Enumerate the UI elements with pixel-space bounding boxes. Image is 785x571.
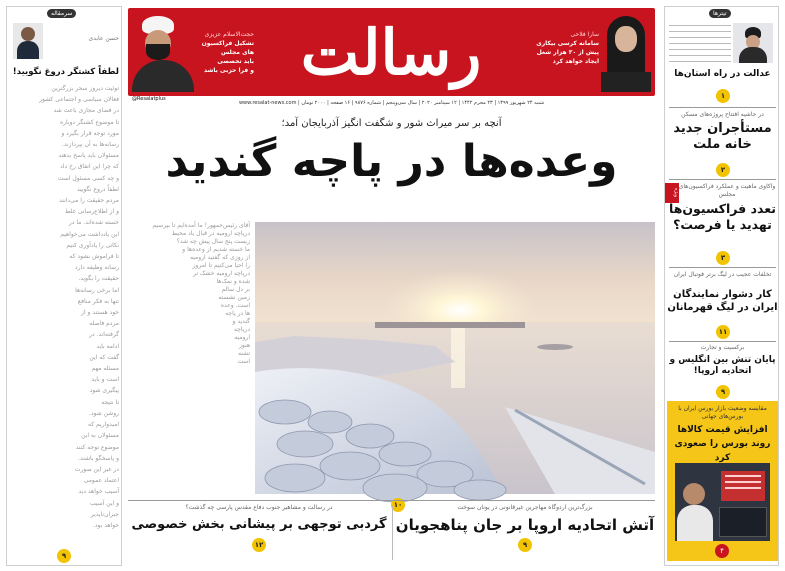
right-divider bbox=[669, 179, 776, 180]
right-portrait-box bbox=[531, 12, 651, 92]
editorial-line: اعتماد عمومی bbox=[83, 477, 119, 485]
editorial-line: حقیقت را بگوید. bbox=[78, 275, 119, 283]
editorial-line: این یادداشت می‌خواهیم bbox=[60, 230, 119, 238]
bottom-right-headline: آتش اتحادیه اروپا بر جان پناهجویان bbox=[395, 516, 655, 534]
editorial-line: مسئولان به این bbox=[81, 432, 119, 440]
headlines-label: تیترها bbox=[709, 9, 731, 18]
item1-text bbox=[669, 25, 731, 63]
item3-badge: ۳ bbox=[716, 251, 730, 265]
editorial-line: ادامه باید bbox=[96, 342, 119, 350]
main-text-line: زیست پنج سال پیش چه شد؟ bbox=[176, 238, 250, 245]
left-box-line: و فرا حزبی باشد bbox=[204, 67, 254, 74]
main-text-line: ارومیه bbox=[234, 334, 250, 341]
editorial-badge: ۹ bbox=[57, 549, 71, 563]
item5-kicker: برکسیت و تجارت bbox=[700, 344, 745, 351]
left-column bbox=[6, 6, 122, 566]
editorial-line: و این آسیب bbox=[89, 499, 119, 507]
masthead-logo: رسالت bbox=[300, 16, 482, 89]
item2-kicker: در حاشیه افتتاح پروژه‌های مسکن bbox=[681, 111, 764, 118]
editorial-line: است و باید bbox=[91, 376, 119, 384]
editorial-line: مورد توجه قرار بگیرد و bbox=[61, 129, 119, 137]
editorial-line: خود هستند و از bbox=[81, 309, 119, 317]
item1-badge: ۱ bbox=[716, 89, 730, 103]
editorial-line: پیگیری شود bbox=[89, 387, 119, 395]
main-text-line: دریاچه ارومیه در قبال یاد محیط bbox=[171, 230, 250, 237]
item2-headline: مستأجران جدید خانه ملت bbox=[673, 121, 772, 153]
bottom-left-headline: گردبی توجهی بر پیشانی بخش خصوصی bbox=[131, 517, 387, 532]
editorial-line: اما برخی رسانه‌ها bbox=[75, 286, 119, 294]
bottom-left-kicker: در رسالت و مشاهیر جنوب دفاع مقدس پارسی چه گذشت؟ bbox=[185, 504, 333, 511]
main-text-line: را احیا می‌کنیم تا امروز bbox=[192, 262, 250, 269]
right-box-line: ایجاد خواهد کرد bbox=[552, 58, 599, 65]
item2-badge: ۲ bbox=[716, 163, 730, 177]
main-kicker: آنچه بر سر میراث شور و شگفت انگیز آذربایجان آمد؛ bbox=[281, 118, 502, 129]
editorial-line: جبران‌ناپذیر bbox=[90, 510, 119, 518]
editorial-title: لطفاً کشتگر دروغ نگویید! bbox=[12, 67, 119, 77]
editorial-line: و از اطلاع‌رسانی غلط bbox=[64, 208, 119, 216]
editorial-line: تا نتیجه bbox=[101, 398, 119, 406]
right-box-line: سامانه کرسی بیکاری bbox=[536, 40, 599, 47]
editorial-line: و پاسخگو باشند. bbox=[78, 454, 119, 462]
item3-headline: تعدد فراکسیون‌ها تهدید یا فرصت؟ bbox=[669, 201, 776, 232]
editorial-line: فعالان سیاسی و اجتماعی کشور bbox=[39, 96, 119, 104]
bottom-column-rule bbox=[392, 506, 393, 560]
right-divider bbox=[669, 341, 776, 342]
main-text-line: است. وعده bbox=[220, 302, 250, 309]
left-box-text bbox=[196, 30, 254, 75]
item3-kicker: واکاوی ماهیت و عملکرد فراکسیون‌های مجلس bbox=[678, 183, 776, 198]
left-portrait-box bbox=[132, 12, 254, 102]
right-box-text bbox=[533, 30, 599, 66]
editorial-line: آسیب خواهد دید bbox=[78, 488, 119, 496]
editorial-line: خسته شده‌اند. ما در bbox=[68, 219, 119, 227]
editorial-line: نکاتی را یادآوری کنیم bbox=[66, 241, 119, 249]
item4-badge: ۱۱ bbox=[716, 325, 730, 339]
editorial-line: روشن شود. bbox=[88, 409, 119, 417]
item3-special-tag: ویژه bbox=[665, 183, 679, 203]
item5-headline: پایان تنش بین انگلیس و اتحادیه اروپا! bbox=[669, 355, 776, 377]
right-box-line: پیش از ۳۰ هزار شغل bbox=[536, 49, 599, 56]
bottom-story-right bbox=[395, 503, 655, 565]
bottom-right-badge: ۹ bbox=[518, 538, 532, 552]
right-divider bbox=[669, 107, 776, 108]
main-text-line: تشنه bbox=[237, 350, 250, 357]
left-box-line: باید تخصصی bbox=[217, 58, 254, 65]
president-photo bbox=[733, 23, 773, 63]
item4-kicker: تخلفات عجیب در لیگ برتر فوتبال ایران bbox=[673, 271, 772, 278]
editorial-line: لطفاً دروغ نگویید bbox=[76, 185, 119, 193]
editorial-line: توئیت دیروز سحر بزرگترین bbox=[51, 85, 119, 92]
editorial-line: و چه کسی مسئول است bbox=[57, 174, 119, 182]
main-text-line: دریاچه bbox=[234, 326, 250, 333]
editorial-label: سرمقاله bbox=[47, 9, 76, 18]
stock-panel bbox=[667, 401, 778, 561]
main-headline: وعده‌ها در پاچه گندید bbox=[165, 136, 618, 187]
editorial-line: در فضای مجازی باعث شد bbox=[53, 107, 119, 115]
bottom-right-kicker: بزرگ‌ترین اردوگاه مهاجرین غیرقانونی در یونان سوخت bbox=[457, 504, 593, 511]
editorial-text bbox=[11, 83, 119, 545]
editorial-line: گرفته‌اند. در bbox=[89, 331, 119, 339]
item1-headline: عدالت در راه استان‌ها bbox=[674, 69, 771, 79]
editorial-line: رسانه وظیفه دارد bbox=[74, 264, 119, 272]
main-text-line: دریاچه ارومیه خشک تر bbox=[193, 270, 250, 277]
editorial-line: گفت که این bbox=[89, 353, 119, 361]
main-story-text bbox=[128, 222, 250, 494]
editorial-line: خواهد بود. bbox=[92, 521, 119, 529]
editorial-line: رسانه‌ها به آن بپردازند. bbox=[61, 141, 119, 149]
right-divider bbox=[669, 267, 776, 268]
photo-page-badge: ۱۰ bbox=[391, 498, 405, 512]
bottom-left-badge: ۱۲ bbox=[252, 538, 266, 552]
editorial-line: موضوع توجه کنند bbox=[75, 443, 119, 451]
item5-badge: ۹ bbox=[716, 385, 730, 399]
right-column bbox=[664, 6, 779, 566]
main-text-line: بر دل سالم bbox=[221, 286, 250, 293]
lake-scene-illustration bbox=[255, 222, 655, 494]
editorial-line: تا موضوع کشتگر دوباره bbox=[59, 118, 119, 126]
editorial-line: امیدواریم که bbox=[88, 421, 119, 429]
editorial-line: تنها به فکر منافع bbox=[77, 297, 119, 305]
item6-kicker: مقایسه وضعیت بازار بورس ایران با بورس‌های جهانی bbox=[678, 405, 767, 420]
editorial-line: تا فراموش نشود که bbox=[69, 253, 119, 261]
woman-portrait bbox=[601, 12, 651, 92]
main-text-line: آقای رئیس‌جمهور! ما آمده‌ایم تا بپرسیم bbox=[152, 222, 250, 229]
left-box-line: حجت‌الاسلام عزیزی bbox=[204, 31, 254, 38]
editorial-line: مسئله مهم bbox=[91, 365, 119, 373]
main-text-line: زمین نشسته bbox=[218, 294, 250, 301]
item6-badge: ۴ bbox=[715, 544, 729, 558]
main-text-line: گندید و bbox=[232, 318, 250, 325]
editorial-author: حسن عابدی bbox=[88, 35, 119, 42]
item6-headline: افزایش قیمت کالاها روند بورس را صعودی کرد bbox=[674, 425, 771, 463]
editorial-line: مردم حقیقت را می‌دانند bbox=[59, 197, 119, 205]
left-box-line: تشکیل فراکسیون های مجلس bbox=[201, 40, 254, 56]
dateline: شنبه ۲۴ شهریور ۱۳۹۹ | ۲۳ محرم ۱۴۴۲ | ۱۲ سپتامبر ۲۰۲۰ | سال سی‌وپنجم | شماره ۹۸۷۶ | ۱۶ صفحه | ۲۰۰۰ تومان | www.resalat-news.com bbox=[238, 100, 545, 106]
main-text-line: است bbox=[237, 358, 250, 365]
author-photo bbox=[13, 23, 43, 59]
main-text-line: ما خسته شدیم از وعده‌ها و bbox=[182, 246, 250, 253]
editorial-line: مردم فاصله bbox=[89, 320, 119, 328]
main-text-line: شده و نمک‌ها bbox=[216, 278, 250, 285]
masthead bbox=[128, 8, 655, 102]
right-box-line: سارا فلاحی bbox=[570, 31, 599, 38]
editorial-line: مسئولان باید پاسخ بدهند bbox=[58, 152, 119, 160]
main-text-line: ها در پاچه bbox=[225, 310, 250, 317]
social-handle: @Resalatplus bbox=[132, 96, 166, 102]
bottom-divider bbox=[128, 500, 655, 501]
item4-headline: کار دشوار نمایندگان ایران در لیگ قهرمانان bbox=[667, 289, 778, 313]
main-text-line: از روزی که گفتید ارومیه bbox=[189, 254, 250, 261]
stock-trader-photo bbox=[675, 463, 770, 541]
editorial-line: که چرا این اتفاق رخ داد bbox=[60, 163, 119, 171]
cleric-portrait bbox=[132, 12, 194, 92]
main-text-line: هنوز bbox=[239, 342, 250, 349]
bottom-story-left bbox=[128, 503, 390, 565]
editorial-line: در غیر این صورت bbox=[74, 465, 119, 473]
